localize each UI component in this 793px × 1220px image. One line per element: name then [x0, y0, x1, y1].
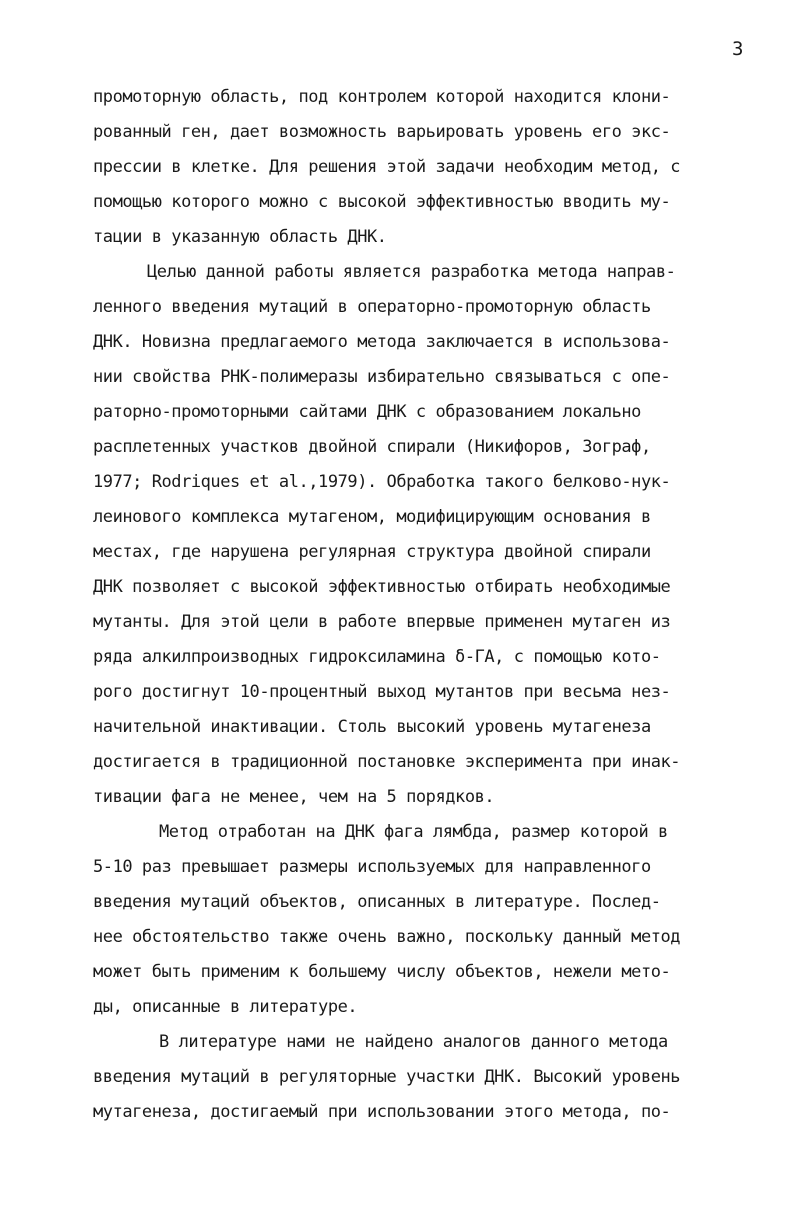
paragraph-3-line: Метод отработан на ДНК фага лямбда, размер которой в — [159, 822, 668, 842]
paragraph-2-line: ряда алкилпроизводных гидроксиламина δ-ГА, с помощью кото- — [93, 647, 661, 667]
paragraph-2-line: нии свойства РНК-полимеразы избирательно связываться с опе- — [93, 367, 671, 387]
paragraph-2-line: 1977; Rodriques et al.,1979). Обработка такого белково-нук- — [93, 472, 671, 492]
paragraph-4-line: В литературе нами не найдено аналогов данного метода — [159, 1032, 668, 1052]
paragraph-2-line: раторно-промоторными сайтами ДНК с образованием локально — [93, 402, 641, 422]
paragraph-4-line: мутагенеза, достигаемый при использовании этого метода, по- — [93, 1102, 671, 1122]
paragraph-2-line: ДНК. Новизна предлагаемого метода заключается в использова- — [93, 332, 671, 352]
paragraph-2-line: мутанты. Для этой цели в работе впервые применен мутаген из — [93, 612, 671, 632]
paragraph-3-line: введения мутаций объектов, описанных в литературе. Послед- — [93, 892, 661, 912]
paragraph-1-line: тации в указанную область ДНК. — [93, 227, 387, 247]
paragraph-1-line: помощью которого можно с высокой эффективностью вводить му- — [93, 192, 671, 212]
paragraph-3-line: ды, описанные в литературе. — [93, 997, 358, 1017]
paragraph-2-line: леинового комплекса мутагеном, модифицирующим основания в — [93, 507, 651, 527]
paragraph-1-line: рованный ген, дает возможность варьировать уровень его экс- — [93, 122, 671, 142]
paragraph-1-line: промоторную область, под контролем которой находится клони- — [93, 87, 671, 107]
paragraph-4-line: введения мутаций в регуляторные участки ДНК. Высокий уровень — [93, 1067, 681, 1087]
paragraph-2-line: ДНК позволяет с высокой эффективностью отбирать необходимые — [93, 577, 671, 597]
paragraph-2-line: местах, где нарушена регулярная структура двойной спирали — [93, 542, 651, 562]
paragraph-2-line: рого достигнут 10-процентный выход мутантов при весьма нез- — [93, 682, 671, 702]
paragraph-3-line: нее обстоятельство также очень важно, поскольку данный метод — [93, 927, 681, 947]
paragraph-3-line: может быть применим к большему числу объектов, нежели мето- — [93, 962, 671, 982]
paragraph-1-line: прессии в клетке. Для решения этой задачи необходим метод, с — [93, 157, 681, 177]
paragraph-2-line: расплетенных участков двойной спирали (Никифоров, Зограф, — [93, 437, 651, 457]
paragraph-2-line: достигается в традиционной постановке эксперимента при инак- — [93, 752, 681, 772]
paragraph-2-line: тивации фага не менее, чем на 5 порядков. — [93, 787, 495, 807]
paragraph-3-line: 5-10 раз превышает размеры используемых для направленного — [93, 857, 651, 877]
page-number: 3 — [732, 38, 744, 60]
paragraph-2-line: ленного введения мутаций в операторно-промоторную область — [93, 297, 651, 317]
paragraph-2-line: Целью данной работы является разработка метода направ- — [147, 262, 676, 282]
paragraph-2-line: начительной инактивации. Столь высокий уровень мутагенеза — [93, 717, 651, 737]
